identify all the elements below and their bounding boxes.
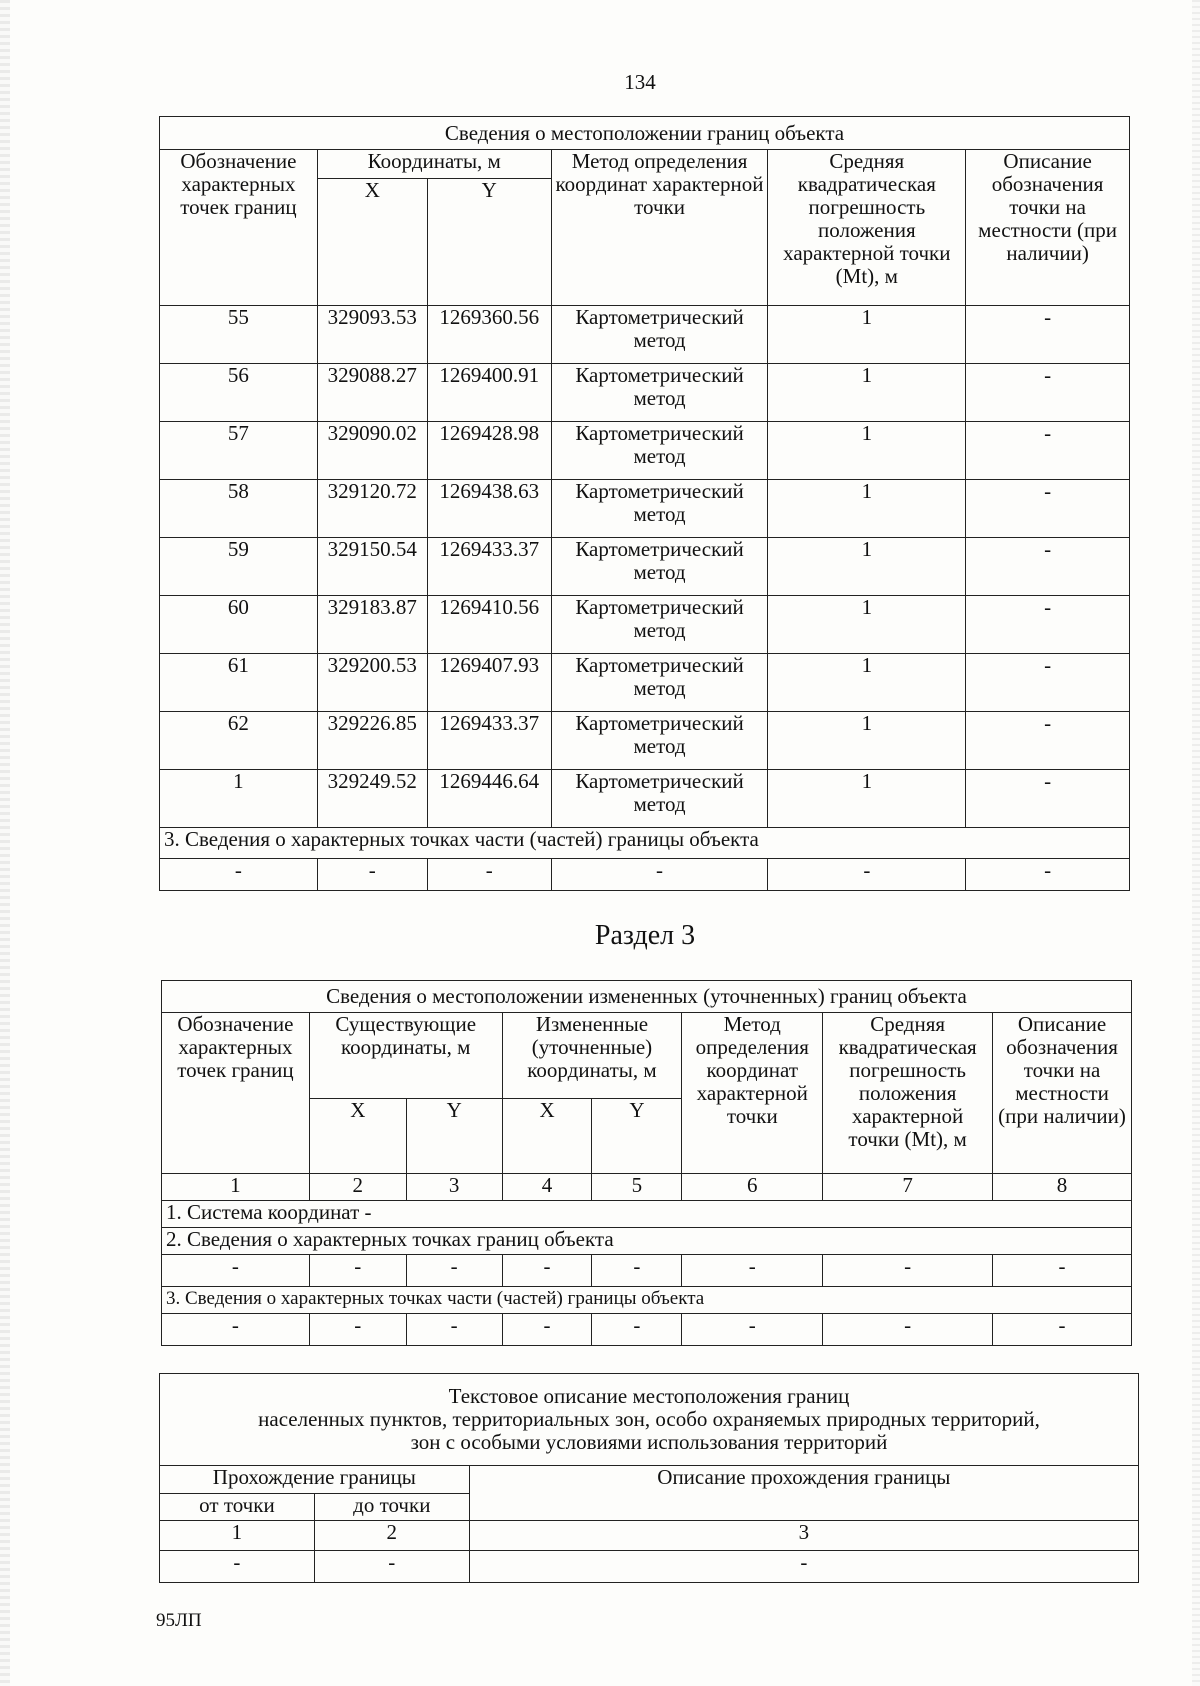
point-cell: 56	[160, 364, 318, 422]
table-row	[160, 480, 1130, 538]
method-cell: Картометрический метод	[551, 306, 768, 364]
section2-label: 2. Сведения о характерных точках границ объекта	[162, 1228, 1132, 1255]
empty-cell: -	[682, 1314, 823, 1346]
point-cell: 62	[160, 712, 318, 770]
header-y: Y	[406, 1099, 502, 1174]
empty-cell: -	[502, 1255, 592, 1287]
empty-cell: -	[309, 1314, 406, 1346]
header-from-point: от точки	[160, 1494, 315, 1521]
column-numbers-row	[160, 1521, 1139, 1551]
empty-cell: -	[993, 1314, 1132, 1346]
section3-label: 3. Сведения о характерных точках части (частей) границы объекта	[160, 828, 1130, 859]
table3-title-line3: зон с особыми условиями использования территорий	[410, 1430, 888, 1454]
table3-title	[160, 1374, 1139, 1466]
header-passage-description: Описание прохождения границы	[469, 1466, 1138, 1521]
section3-label: 3. Сведения о характерных точках части (частей) границы объекта	[162, 1287, 1132, 1314]
x-cell: 329249.52	[317, 770, 427, 828]
point-cell: 59	[160, 538, 318, 596]
y-cell: 1269428.98	[427, 422, 551, 480]
column-number: 3	[406, 1174, 502, 1201]
column-number: 6	[682, 1174, 823, 1201]
column-number: 8	[993, 1174, 1132, 1201]
footer-code: 95ЛП	[156, 1610, 202, 1631]
table1-title: Сведения о местоположении границ объекта	[160, 117, 1130, 150]
method-cell: Картометрический метод	[551, 480, 768, 538]
header-error: Средняя квадратическая погрешность положения характерной точки (Mt), м	[823, 1013, 993, 1174]
x-cell: 329088.27	[317, 364, 427, 422]
desc-cell: -	[966, 538, 1130, 596]
x-cell: 329090.02	[317, 422, 427, 480]
empty-cell: -	[317, 859, 427, 891]
desc-cell: -	[966, 364, 1130, 422]
empty-cell: -	[406, 1314, 502, 1346]
empty-cell: -	[314, 1551, 469, 1583]
x-cell: 329226.85	[317, 712, 427, 770]
header-point: Обозначение характерных точек границ	[160, 150, 318, 306]
empty-cell: -	[966, 859, 1130, 891]
header-to-point: до точки	[314, 1494, 469, 1521]
point-cell: 1	[160, 770, 318, 828]
point-cell: 55	[160, 306, 318, 364]
method-cell: Картометрический метод	[551, 364, 768, 422]
column-numbers-row	[162, 1174, 1132, 1201]
method-cell: Картометрический метод	[551, 654, 768, 712]
empty-cell: -	[160, 1551, 315, 1583]
y-cell: 1269410.56	[427, 596, 551, 654]
scan-edge-left	[0, 0, 10, 1686]
table-row	[160, 654, 1130, 712]
error-cell: 1	[768, 480, 966, 538]
empty-cell: -	[309, 1255, 406, 1287]
empty-cell: -	[592, 1255, 682, 1287]
empty-cell: -	[823, 1314, 993, 1346]
desc-cell: -	[966, 422, 1130, 480]
desc-cell: -	[966, 654, 1130, 712]
empty-cell: -	[551, 859, 768, 891]
header-existing-coords: Существующие координаты, м	[309, 1013, 502, 1099]
header-passage: Прохождение границы	[160, 1466, 470, 1494]
y-cell: 1269446.64	[427, 770, 551, 828]
desc-cell: -	[966, 480, 1130, 538]
y-cell: 1269433.37	[427, 538, 551, 596]
method-cell: Картометрический метод	[551, 422, 768, 480]
table-row	[160, 306, 1130, 364]
empty-row	[162, 1314, 1132, 1346]
desc-cell: -	[966, 596, 1130, 654]
empty-cell: -	[993, 1255, 1132, 1287]
header-y: Y	[427, 179, 551, 306]
empty-row	[162, 1255, 1132, 1287]
column-number: 2	[314, 1521, 469, 1551]
error-cell: 1	[768, 364, 966, 422]
y-cell: 1269400.91	[427, 364, 551, 422]
x-cell: 329093.53	[317, 306, 427, 364]
method-cell: Картометрический метод	[551, 712, 768, 770]
column-number: 3	[469, 1521, 1138, 1551]
empty-cell: -	[160, 859, 318, 891]
empty-cell: -	[823, 1255, 993, 1287]
header-x: X	[502, 1099, 592, 1174]
header-x: X	[317, 179, 427, 306]
empty-row	[160, 859, 1130, 891]
column-number: 5	[592, 1174, 682, 1201]
header-method: Метод определения координат характерной точки	[682, 1013, 823, 1174]
table-row	[160, 596, 1130, 654]
header-error: Средняя квадратическая погрешность положения характерной точки (Mt), м	[768, 150, 966, 306]
table-row	[160, 364, 1130, 422]
header-description: Описание обозначения точки на местности (при наличии)	[993, 1013, 1132, 1174]
method-cell: Картометрический метод	[551, 770, 768, 828]
desc-cell: -	[966, 712, 1130, 770]
error-cell: 1	[768, 770, 966, 828]
section-title: Раздел 3	[594, 920, 696, 951]
column-number: 1	[162, 1174, 310, 1201]
point-cell: 60	[160, 596, 318, 654]
table-row	[160, 422, 1130, 480]
empty-cell: -	[682, 1255, 823, 1287]
error-cell: 1	[768, 712, 966, 770]
column-number: 2	[309, 1174, 406, 1201]
error-cell: 1	[768, 422, 966, 480]
empty-cell: -	[406, 1255, 502, 1287]
table-row	[160, 712, 1130, 770]
error-cell: 1	[768, 538, 966, 596]
y-cell: 1269433.37	[427, 712, 551, 770]
error-cell: 1	[768, 654, 966, 712]
desc-cell: -	[966, 770, 1130, 828]
empty-cell: -	[502, 1314, 592, 1346]
error-cell: 1	[768, 596, 966, 654]
empty-cell: -	[427, 859, 551, 891]
scan-edge-right	[1192, 0, 1200, 1686]
column-number: 1	[160, 1521, 315, 1551]
boundary-location-table	[159, 116, 1130, 891]
x-cell: 329183.87	[317, 596, 427, 654]
x-cell: 329150.54	[317, 538, 427, 596]
table-row	[160, 538, 1130, 596]
header-point: Обозначение характерных точек границ	[162, 1013, 310, 1174]
empty-cell: -	[469, 1551, 1138, 1583]
column-number: 7	[823, 1174, 993, 1201]
method-cell: Картометрический метод	[551, 596, 768, 654]
y-cell: 1269438.63	[427, 480, 551, 538]
header-x: X	[309, 1099, 406, 1174]
text-description-table	[159, 1373, 1139, 1583]
point-cell: 57	[160, 422, 318, 480]
point-cell: 61	[160, 654, 318, 712]
empty-row	[160, 1551, 1139, 1583]
table-row	[160, 770, 1130, 828]
header-y: Y	[592, 1099, 682, 1174]
y-cell: 1269407.93	[427, 654, 551, 712]
empty-cell: -	[768, 859, 966, 891]
error-cell: 1	[768, 306, 966, 364]
header-method: Метод определения координат характерной точки	[551, 150, 768, 306]
x-cell: 329200.53	[317, 654, 427, 712]
header-description: Описание обозначения точки на местности (при наличии)	[966, 150, 1130, 306]
table3-title-line2: населенных пунктов, территориальных зон, особо охраняемых природных территорий,	[258, 1407, 1040, 1431]
coord-system-label: 1. Система координат -	[162, 1201, 1132, 1228]
column-number: 4	[502, 1174, 592, 1201]
y-cell: 1269360.56	[427, 306, 551, 364]
page-number: 134	[624, 70, 656, 94]
table2-title: Сведения о местоположении измененных (уточненных) границ объекта	[162, 981, 1132, 1013]
empty-cell: -	[162, 1314, 310, 1346]
desc-cell: -	[966, 306, 1130, 364]
empty-cell: -	[592, 1314, 682, 1346]
header-coords: Координаты, м	[317, 150, 551, 179]
header-changed-coords: Измененные (уточненные) координаты, м	[502, 1013, 682, 1099]
method-cell: Картометрический метод	[551, 538, 768, 596]
x-cell: 329120.72	[317, 480, 427, 538]
point-cell: 58	[160, 480, 318, 538]
table3-title-line1: Текстовое описание местоположения границ	[448, 1384, 850, 1408]
empty-cell: -	[162, 1255, 310, 1287]
changed-boundaries-table	[161, 980, 1132, 1346]
